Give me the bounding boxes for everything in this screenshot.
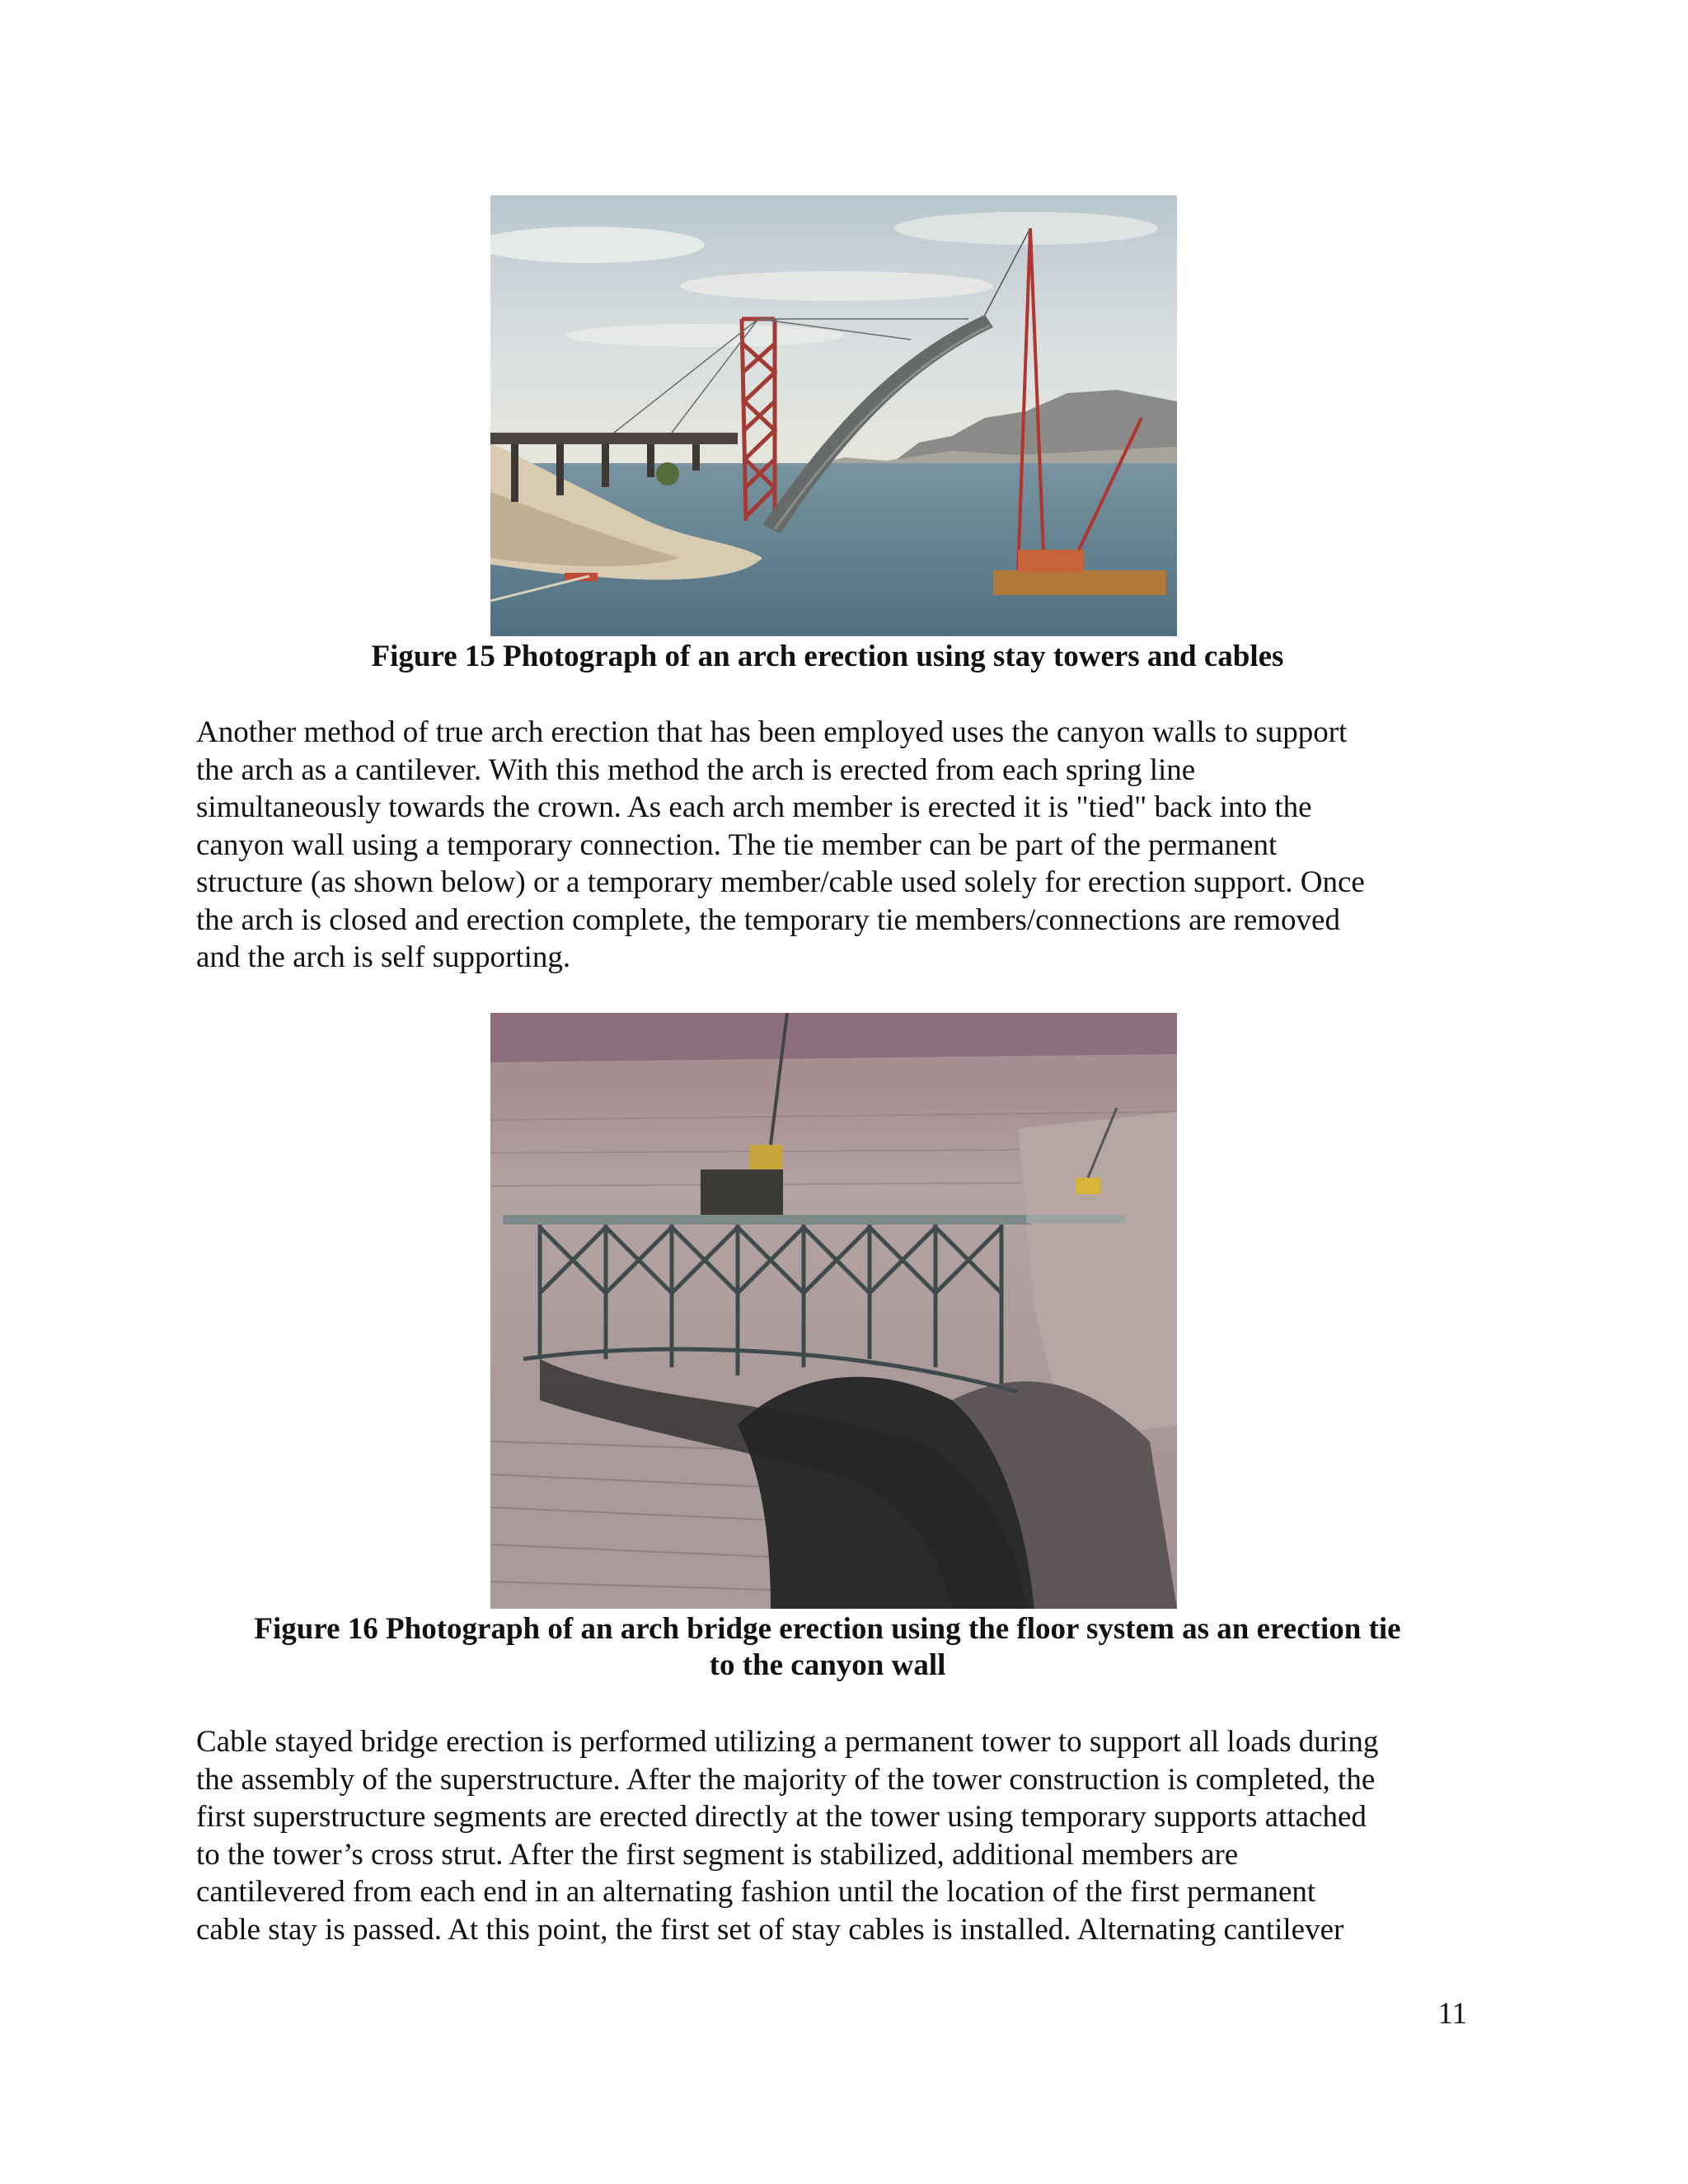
paragraph-line: canyon wall using a temporary connection. The tie member can be part of the permanent (196, 827, 1278, 862)
paragraph-line: the arch is closed and erection complete, the temporary tie members/connections are removed (196, 902, 1340, 937)
paragraph-line: Cable stayed bridge erection is performed utilizing a permanent tower to support all loads during (196, 1725, 1379, 1759)
figure-16-caption (198, 1611, 1457, 1684)
paragraph-line: structure (as shown below) or a temporary member/cable used solely for erection support. Once (196, 865, 1365, 899)
paragraph-cable-stayed-erection (196, 1723, 1490, 1948)
figure-16-caption-line: Figure 16 Photograph of an arch bridge erection using the floor system as an erection tie (254, 1612, 1401, 1646)
paragraph-line: simultaneously towards the crown. As each arch member is erected it is "tied" back into the (196, 790, 1312, 824)
paragraph-arch-cantilever-method (196, 714, 1490, 977)
paragraph-line: and the arch is self supporting. (196, 940, 571, 974)
figure-15-photo (490, 195, 1177, 636)
figure-16-photo (490, 1013, 1177, 1609)
paragraph-line: to the tower’s cross strut. After the first segment is stabilized, additional members are (196, 1837, 1239, 1872)
figure-15-caption-text: Figure 15 Photograph of an arch erection using stay towers and cables (371, 640, 1284, 673)
paragraph-line: Another method of true arch erection that has been employed uses the canyon walls to support (196, 715, 1348, 749)
paragraph-line: cable stay is passed. At this point, the first set of stay cables is installed. Alternating cantilever (196, 1912, 1344, 1947)
paragraph-line: the arch as a cantilever. With this method the arch is erected from each spring line (196, 752, 1196, 787)
page-number: 11 (1437, 1997, 1467, 2031)
figure-16-caption-line: to the canyon wall (709, 1648, 946, 1682)
paragraph-line: first superstructure segments are erected directly at the tower using temporary supports attached (196, 1800, 1367, 1834)
paragraph-line: the assembly of the superstructure. After the majority of the tower construction is completed, the (196, 1762, 1376, 1797)
paragraph-line: cantilevered from each end in an alternating fashion until the location of the first permanent (196, 1875, 1316, 1909)
figure-15-caption (198, 639, 1457, 675)
